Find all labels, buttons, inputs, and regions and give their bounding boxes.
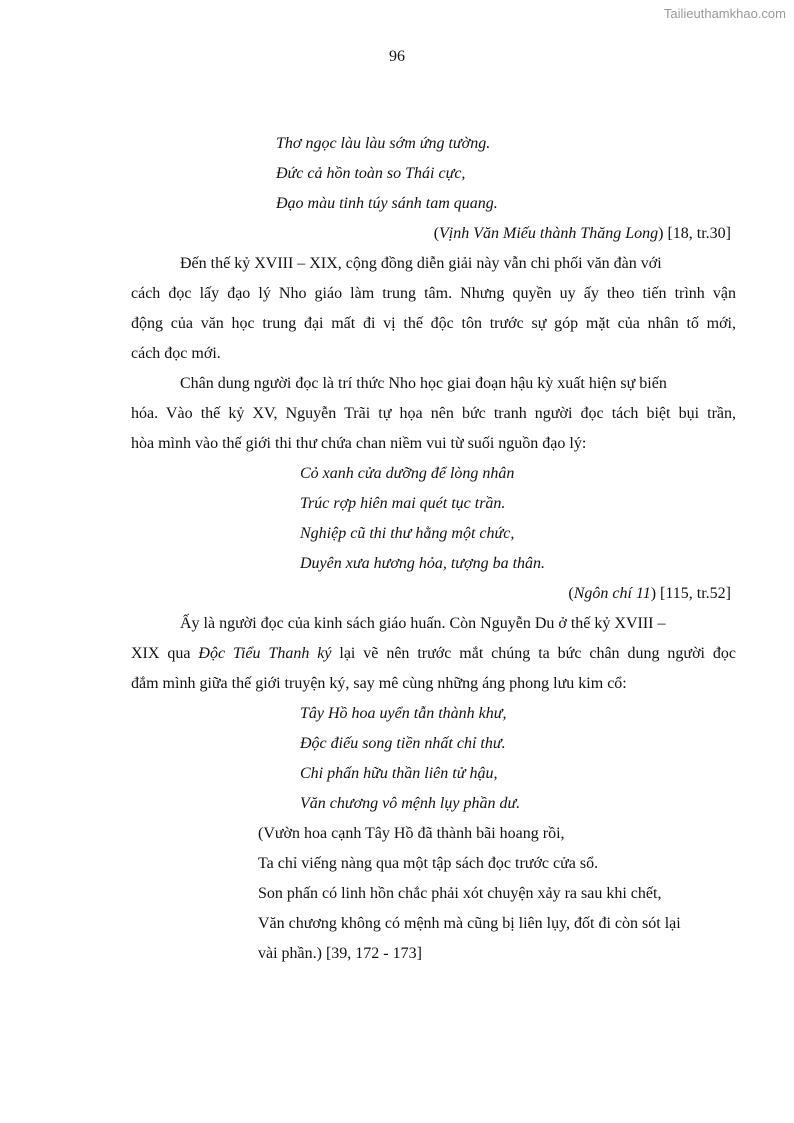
poem2-line-1: Cỏ xanh cửa dưỡng để lòng nhân: [300, 465, 515, 482]
citation-2: (Ngôn chí 11) [115, tr.52]: [568, 585, 731, 602]
watermark: Tailieuthamkhao.com: [663, 6, 786, 21]
page-number: 96: [389, 48, 405, 65]
para2-line-1: Chân dung người đọc là trí thức Nho học giai đoạn hậu kỳ xuất hiện sự biến: [180, 375, 667, 392]
poem3-line-3: Chi phấn hữu thần liên tử hậu,: [300, 765, 498, 782]
citation-1: (Vịnh Văn Miếu thành Thăng Long) [18, tr.30]: [433, 225, 731, 242]
para1-line-3: động của văn học trung đại mất đi vị thế độc tôn trước sự góp mặt của nhân tố mới,: [131, 315, 736, 332]
para3-line-2: XIX qua Độc Tiểu Thanh ký lại vẽ nên trước mắt chúng ta bức chân dung người đọc: [131, 645, 736, 662]
para1-line-1: Đến thế kỷ XVIII – XIX, cộng đồng diễn giải này vẫn chi phối văn đàn với: [180, 255, 662, 272]
translation-line-3: Son phấn có linh hồn chắc phải xót chuyện xảy ra sau khi chết,: [258, 885, 662, 902]
poem2-line-3: Nghiệp cũ thi thư hằng một chức,: [300, 525, 515, 542]
poem1-line-2: Đức cả hồn toàn so Thái cực,: [276, 165, 466, 182]
translation-line-2: Ta chỉ viếng nàng qua một tập sách đọc trước cửa sổ.: [258, 855, 599, 872]
poem3-line-1: Tây Hồ hoa uyển tẫn thành khư,: [300, 705, 507, 722]
poem2-line-2: Trúc rợp hiên mai quét tục trần.: [300, 495, 506, 512]
translation-line-5: vài phần.) [39, 172 - 173]: [258, 945, 422, 962]
translation-line-4: Văn chương không có mệnh mà cũng bị liên lụy, đốt đi còn sót lại: [258, 915, 681, 932]
poem1-line-1: Thơ ngọc làu làu sớm ứng tường.: [276, 135, 491, 152]
para2-line-2: hóa. Vào thế kỷ XV, Nguyễn Trãi tự họa nên bức tranh người đọc tách biệt bụi trần,: [131, 405, 736, 422]
translation-line-1: (Vườn hoa cạnh Tây Hồ đã thành bãi hoang rồi,: [258, 825, 565, 842]
para3-line-3: đắm mình giữa thế giới truyện ký, say mê cùng những áng phong lưu kim cổ:: [131, 675, 627, 692]
poem3-line-4: Văn chương vô mệnh lụy phần dư.: [300, 795, 521, 812]
para3-line-1: Ấy là người đọc của kinh sách giáo huấn. Còn Nguyễn Du ở thế kỷ XVIII –: [180, 615, 666, 632]
para1-line-2: cách đọc lấy đạo lý Nho giáo làm trung tâm. Nhưng quyền uy ấy theo tiến trình vận: [131, 285, 736, 302]
poem3-line-2: Độc điếu song tiền nhất chỉ thư.: [300, 735, 506, 752]
para1-line-4: cách đọc mới.: [131, 345, 221, 362]
poem2-line-4: Duyên xưa hương hỏa, tượng ba thân.: [300, 555, 546, 572]
para2-line-3: hòa mình vào thế giới thi thư chứa chan niềm vui từ suối nguồn đạo lý:: [131, 435, 587, 452]
poem1-line-3: Đạo màu tinh túy sánh tam quang.: [276, 195, 498, 212]
